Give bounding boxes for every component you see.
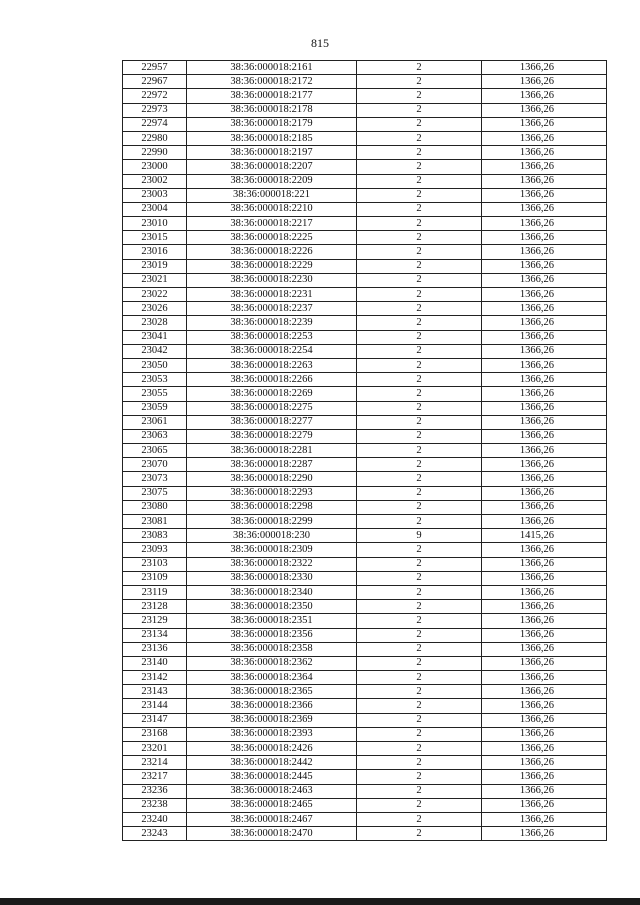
count-cell: 2	[357, 784, 482, 798]
count-cell: 2	[357, 628, 482, 642]
row-id-cell: 23093	[123, 543, 187, 557]
count-cell: 2	[357, 146, 482, 160]
cadastral-number-cell: 38:36:000018:2299	[187, 515, 357, 529]
cadastral-number-cell: 38:36:000018:2237	[187, 302, 357, 316]
row-id-cell: 23109	[123, 571, 187, 585]
amount-cell: 1366,26	[482, 784, 607, 798]
amount-cell: 1366,26	[482, 358, 607, 372]
row-id-cell: 23042	[123, 344, 187, 358]
row-id-cell: 23214	[123, 756, 187, 770]
row-id-cell: 23083	[123, 529, 187, 543]
scan-edge-band	[0, 898, 640, 905]
amount-cell: 1366,26	[482, 344, 607, 358]
row-id-cell: 23168	[123, 727, 187, 741]
amount-cell: 1366,26	[482, 259, 607, 273]
row-id-cell: 23019	[123, 259, 187, 273]
cadastral-number-cell: 38:36:000018:230	[187, 529, 357, 543]
row-id-cell: 23147	[123, 713, 187, 727]
table-row	[123, 302, 607, 316]
cadastral-number-cell: 38:36:000018:2178	[187, 103, 357, 117]
count-cell: 2	[357, 75, 482, 89]
count-cell: 2	[357, 160, 482, 174]
count-cell: 2	[357, 415, 482, 429]
row-id-cell: 22974	[123, 117, 187, 131]
count-cell: 2	[357, 812, 482, 826]
amount-cell: 1366,26	[482, 571, 607, 585]
row-id-cell: 23002	[123, 174, 187, 188]
row-id-cell: 23026	[123, 302, 187, 316]
row-id-cell: 23000	[123, 160, 187, 174]
table-row	[123, 642, 607, 656]
count-cell: 9	[357, 529, 482, 543]
amount-cell: 1366,26	[482, 89, 607, 103]
row-id-cell: 23050	[123, 358, 187, 372]
amount-cell: 1366,26	[482, 812, 607, 826]
cadastral-number-cell: 38:36:000018:2161	[187, 61, 357, 75]
cadastral-number-cell: 38:36:000018:2254	[187, 344, 357, 358]
row-id-cell: 23129	[123, 614, 187, 628]
amount-cell: 1366,26	[482, 671, 607, 685]
cadastral-number-cell: 38:36:000018:2197	[187, 146, 357, 160]
row-id-cell: 23073	[123, 472, 187, 486]
count-cell: 2	[357, 756, 482, 770]
cadastral-number-cell: 38:36:000018:2226	[187, 245, 357, 259]
count-cell: 2	[357, 685, 482, 699]
table-row	[123, 273, 607, 287]
amount-cell: 1366,26	[482, 117, 607, 131]
cadastral-number-cell: 38:36:000018:2230	[187, 273, 357, 287]
cadastral-number-cell: 38:36:000018:2322	[187, 557, 357, 571]
table-row	[123, 344, 607, 358]
cadastral-number-cell: 38:36:000018:2290	[187, 472, 357, 486]
count-cell: 2	[357, 330, 482, 344]
count-cell: 2	[357, 344, 482, 358]
row-id-cell: 23003	[123, 188, 187, 202]
table-row	[123, 472, 607, 486]
table-row	[123, 798, 607, 812]
cadastral-number-cell: 38:36:000018:2442	[187, 756, 357, 770]
count-cell: 2	[357, 515, 482, 529]
amount-cell: 1366,26	[482, 585, 607, 599]
cadastral-number-cell: 38:36:000018:2330	[187, 571, 357, 585]
cadastral-number-cell: 38:36:000018:2229	[187, 259, 357, 273]
amount-cell: 1366,26	[482, 373, 607, 387]
count-cell: 2	[357, 472, 482, 486]
row-id-cell: 23022	[123, 288, 187, 302]
row-id-cell: 23134	[123, 628, 187, 642]
row-id-cell: 23070	[123, 458, 187, 472]
count-cell: 2	[357, 373, 482, 387]
amount-cell: 1366,26	[482, 543, 607, 557]
row-id-cell: 23217	[123, 770, 187, 784]
table-row	[123, 571, 607, 585]
amount-cell: 1366,26	[482, 429, 607, 443]
cadastral-number-cell: 38:36:000018:2207	[187, 160, 357, 174]
row-id-cell: 23142	[123, 671, 187, 685]
cadastral-number-cell: 38:36:000018:2445	[187, 770, 357, 784]
row-id-cell: 23065	[123, 444, 187, 458]
count-cell: 2	[357, 543, 482, 557]
cadastral-number-cell: 38:36:000018:2209	[187, 174, 357, 188]
table-row	[123, 174, 607, 188]
count-cell: 2	[357, 89, 482, 103]
row-id-cell: 22980	[123, 131, 187, 145]
cadastral-number-cell: 38:36:000018:2366	[187, 699, 357, 713]
table-row	[123, 600, 607, 614]
cadastral-number-cell: 38:36:000018:2293	[187, 486, 357, 500]
cadastral-number-cell: 38:36:000018:2426	[187, 742, 357, 756]
table-row	[123, 614, 607, 628]
amount-cell: 1366,26	[482, 387, 607, 401]
row-id-cell: 22972	[123, 89, 187, 103]
row-id-cell: 23136	[123, 642, 187, 656]
table-row	[123, 188, 607, 202]
amount-cell: 1366,26	[482, 160, 607, 174]
cadastral-number-cell: 38:36:000018:2364	[187, 671, 357, 685]
table-row	[123, 585, 607, 599]
cadastral-number-cell: 38:36:000018:2279	[187, 429, 357, 443]
row-id-cell: 23016	[123, 245, 187, 259]
row-id-cell: 23201	[123, 742, 187, 756]
cadastral-number-cell: 38:36:000018:2369	[187, 713, 357, 727]
amount-cell: 1366,26	[482, 316, 607, 330]
table-row	[123, 117, 607, 131]
cadastral-number-cell: 38:36:000018:2253	[187, 330, 357, 344]
count-cell: 2	[357, 798, 482, 812]
table-row	[123, 429, 607, 443]
amount-cell: 1366,26	[482, 188, 607, 202]
amount-cell: 1366,26	[482, 656, 607, 670]
amount-cell: 1366,26	[482, 770, 607, 784]
amount-cell: 1366,26	[482, 614, 607, 628]
row-id-cell: 23021	[123, 273, 187, 287]
table-row	[123, 358, 607, 372]
count-cell: 2	[357, 429, 482, 443]
amount-cell: 1366,26	[482, 61, 607, 75]
cadastral-number-cell: 38:36:000018:221	[187, 188, 357, 202]
count-cell: 2	[357, 600, 482, 614]
amount-cell: 1366,26	[482, 458, 607, 472]
cadastral-number-cell: 38:36:000018:2172	[187, 75, 357, 89]
cadastral-number-cell: 38:36:000018:2470	[187, 827, 357, 841]
count-cell: 2	[357, 713, 482, 727]
cadastral-number-cell: 38:36:000018:2467	[187, 812, 357, 826]
amount-cell: 1366,26	[482, 217, 607, 231]
table-row	[123, 812, 607, 826]
cadastral-number-cell: 38:36:000018:2298	[187, 500, 357, 514]
count-cell: 2	[357, 614, 482, 628]
amount-cell: 1366,26	[482, 472, 607, 486]
amount-cell: 1366,26	[482, 742, 607, 756]
amount-cell: 1366,26	[482, 699, 607, 713]
row-id-cell: 23143	[123, 685, 187, 699]
count-cell: 2	[357, 585, 482, 599]
count-cell: 2	[357, 302, 482, 316]
table-body	[123, 61, 607, 841]
amount-cell: 1366,26	[482, 444, 607, 458]
row-id-cell: 23144	[123, 699, 187, 713]
amount-cell: 1366,26	[482, 500, 607, 514]
table-row	[123, 529, 607, 543]
row-id-cell: 23243	[123, 827, 187, 841]
amount-cell: 1366,26	[482, 642, 607, 656]
count-cell: 2	[357, 642, 482, 656]
count-cell: 2	[357, 188, 482, 202]
table-row	[123, 89, 607, 103]
count-cell: 2	[357, 231, 482, 245]
amount-cell: 1366,26	[482, 174, 607, 188]
row-id-cell: 22973	[123, 103, 187, 117]
amount-cell: 1366,26	[482, 146, 607, 160]
row-id-cell: 23238	[123, 798, 187, 812]
amount-cell: 1366,26	[482, 302, 607, 316]
count-cell: 2	[357, 671, 482, 685]
amount-cell: 1366,26	[482, 827, 607, 841]
row-id-cell: 23059	[123, 401, 187, 415]
count-cell: 2	[357, 486, 482, 500]
row-id-cell: 23236	[123, 784, 187, 798]
cadastral-number-cell: 38:36:000018:2217	[187, 217, 357, 231]
count-cell: 2	[357, 174, 482, 188]
amount-cell: 1415,26	[482, 529, 607, 543]
table-row	[123, 458, 607, 472]
table-row	[123, 756, 607, 770]
page-number: 815	[311, 36, 329, 50]
amount-cell: 1366,26	[482, 713, 607, 727]
row-id-cell: 23075	[123, 486, 187, 500]
table-row	[123, 401, 607, 415]
count-cell: 2	[357, 401, 482, 415]
count-cell: 2	[357, 245, 482, 259]
amount-cell: 1366,26	[482, 401, 607, 415]
cadastral-number-cell: 38:36:000018:2309	[187, 543, 357, 557]
count-cell: 2	[357, 557, 482, 571]
amount-cell: 1366,26	[482, 557, 607, 571]
count-cell: 2	[357, 117, 482, 131]
cadastral-number-cell: 38:36:000018:2177	[187, 89, 357, 103]
amount-cell: 1366,26	[482, 75, 607, 89]
row-id-cell: 23063	[123, 429, 187, 443]
count-cell: 2	[357, 131, 482, 145]
row-id-cell: 23128	[123, 600, 187, 614]
table-row	[123, 671, 607, 685]
table-row	[123, 61, 607, 75]
amount-cell: 1366,26	[482, 202, 607, 216]
count-cell: 2	[357, 288, 482, 302]
count-cell: 2	[357, 316, 482, 330]
row-id-cell: 23004	[123, 202, 187, 216]
row-id-cell: 22957	[123, 61, 187, 75]
table-row	[123, 75, 607, 89]
table-row	[123, 770, 607, 784]
count-cell: 2	[357, 827, 482, 841]
row-id-cell: 23103	[123, 557, 187, 571]
table-row	[123, 699, 607, 713]
cadastral-number-cell: 38:36:000018:2231	[187, 288, 357, 302]
table-row	[123, 316, 607, 330]
table-row	[123, 515, 607, 529]
count-cell: 2	[357, 742, 482, 756]
table-row	[123, 131, 607, 145]
count-cell: 2	[357, 259, 482, 273]
table-row	[123, 245, 607, 259]
count-cell: 2	[357, 103, 482, 117]
amount-cell: 1366,26	[482, 288, 607, 302]
cadastral-number-cell: 38:36:000018:2269	[187, 387, 357, 401]
cadastral-number-cell: 38:36:000018:2356	[187, 628, 357, 642]
cadastral-number-cell: 38:36:000018:2350	[187, 600, 357, 614]
table-row	[123, 387, 607, 401]
table-row	[123, 742, 607, 756]
table-row	[123, 373, 607, 387]
amount-cell: 1366,26	[482, 600, 607, 614]
table-row	[123, 628, 607, 642]
row-id-cell: 23053	[123, 373, 187, 387]
table-row	[123, 231, 607, 245]
table-row	[123, 713, 607, 727]
cadastral-number-cell: 38:36:000018:2463	[187, 784, 357, 798]
table-row	[123, 330, 607, 344]
count-cell: 2	[357, 61, 482, 75]
cadastral-number-cell: 38:36:000018:2340	[187, 585, 357, 599]
cadastral-number-cell: 38:36:000018:2365	[187, 685, 357, 699]
amount-cell: 1366,26	[482, 515, 607, 529]
table-row	[123, 827, 607, 841]
cadastral-table	[122, 60, 607, 841]
table-row	[123, 557, 607, 571]
cadastral-number-cell: 38:36:000018:2287	[187, 458, 357, 472]
count-cell: 2	[357, 217, 482, 231]
table-row	[123, 727, 607, 741]
count-cell: 2	[357, 358, 482, 372]
cadastral-number-cell: 38:36:000018:2266	[187, 373, 357, 387]
cadastral-number-cell: 38:36:000018:2393	[187, 727, 357, 741]
count-cell: 2	[357, 273, 482, 287]
row-id-cell: 22990	[123, 146, 187, 160]
count-cell: 2	[357, 458, 482, 472]
row-id-cell: 23081	[123, 515, 187, 529]
row-id-cell: 23028	[123, 316, 187, 330]
cadastral-number-cell: 38:36:000018:2210	[187, 202, 357, 216]
amount-cell: 1366,26	[482, 131, 607, 145]
cadastral-number-cell: 38:36:000018:2225	[187, 231, 357, 245]
row-id-cell: 22967	[123, 75, 187, 89]
row-id-cell: 23041	[123, 330, 187, 344]
table-row	[123, 259, 607, 273]
amount-cell: 1366,26	[482, 415, 607, 429]
cadastral-number-cell: 38:36:000018:2281	[187, 444, 357, 458]
amount-cell: 1366,26	[482, 231, 607, 245]
cadastral-number-cell: 38:36:000018:2263	[187, 358, 357, 372]
count-cell: 2	[357, 699, 482, 713]
table-row	[123, 486, 607, 500]
table-row	[123, 685, 607, 699]
cadastral-number-cell: 38:36:000018:2358	[187, 642, 357, 656]
amount-cell: 1366,26	[482, 756, 607, 770]
amount-cell: 1366,26	[482, 685, 607, 699]
row-id-cell: 23055	[123, 387, 187, 401]
count-cell: 2	[357, 387, 482, 401]
cadastral-number-cell: 38:36:000018:2179	[187, 117, 357, 131]
count-cell: 2	[357, 500, 482, 514]
amount-cell: 1366,26	[482, 245, 607, 259]
table-row	[123, 103, 607, 117]
table-row	[123, 146, 607, 160]
count-cell: 2	[357, 770, 482, 784]
count-cell: 2	[357, 444, 482, 458]
count-cell: 2	[357, 202, 482, 216]
amount-cell: 1366,26	[482, 727, 607, 741]
count-cell: 2	[357, 656, 482, 670]
cadastral-number-cell: 38:36:000018:2351	[187, 614, 357, 628]
row-id-cell: 23061	[123, 415, 187, 429]
amount-cell: 1366,26	[482, 273, 607, 287]
row-id-cell: 23080	[123, 500, 187, 514]
table-row	[123, 543, 607, 557]
cadastral-number-cell: 38:36:000018:2239	[187, 316, 357, 330]
table-row	[123, 784, 607, 798]
cadastral-number-cell: 38:36:000018:2275	[187, 401, 357, 415]
amount-cell: 1366,26	[482, 103, 607, 117]
cadastral-number-cell: 38:36:000018:2362	[187, 656, 357, 670]
table-row	[123, 217, 607, 231]
table-row	[123, 500, 607, 514]
table-row	[123, 288, 607, 302]
row-id-cell: 23140	[123, 656, 187, 670]
row-id-cell: 23015	[123, 231, 187, 245]
amount-cell: 1366,26	[482, 330, 607, 344]
count-cell: 2	[357, 727, 482, 741]
cadastral-number-cell: 38:36:000018:2277	[187, 415, 357, 429]
cadastral-number-cell: 38:36:000018:2185	[187, 131, 357, 145]
table-row	[123, 415, 607, 429]
table-row	[123, 444, 607, 458]
amount-cell: 1366,26	[482, 486, 607, 500]
row-id-cell: 23240	[123, 812, 187, 826]
count-cell: 2	[357, 571, 482, 585]
amount-cell: 1366,26	[482, 628, 607, 642]
table-row	[123, 160, 607, 174]
table-row	[123, 202, 607, 216]
amount-cell: 1366,26	[482, 798, 607, 812]
cadastral-number-cell: 38:36:000018:2465	[187, 798, 357, 812]
row-id-cell: 23119	[123, 585, 187, 599]
table-row	[123, 656, 607, 670]
row-id-cell: 23010	[123, 217, 187, 231]
